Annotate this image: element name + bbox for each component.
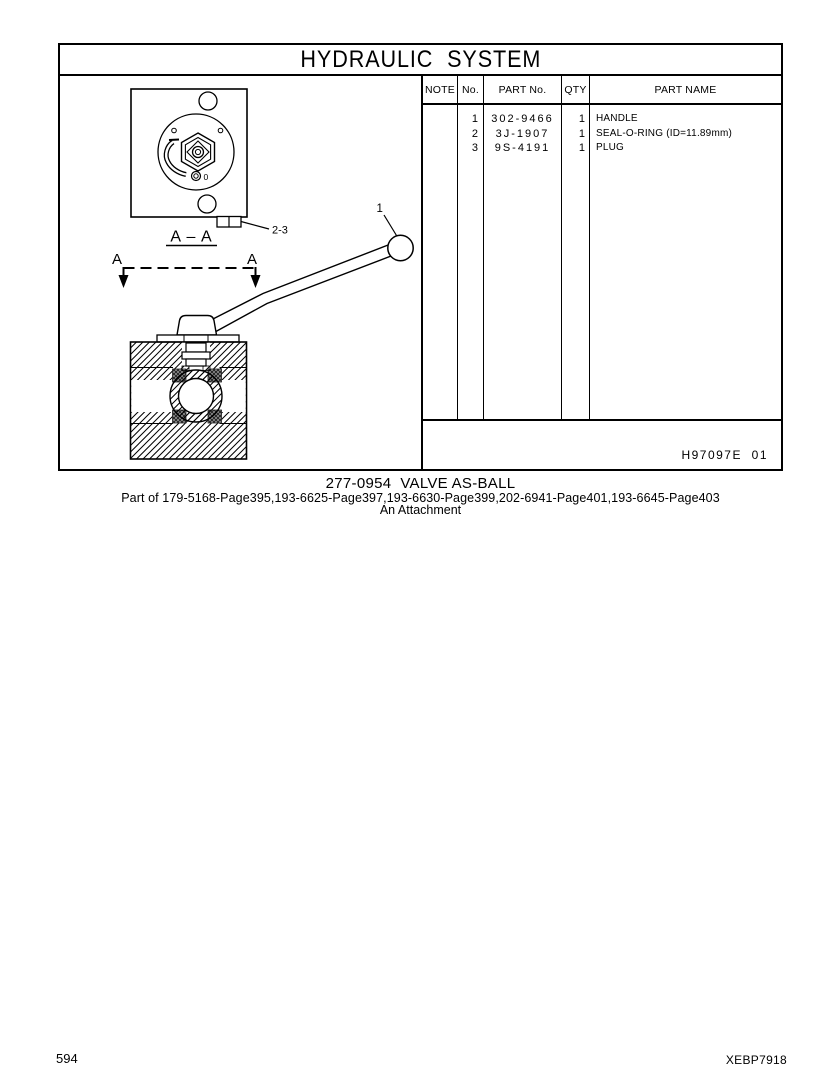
qty-column [562,105,590,419]
zero-mark-label: 0 [203,172,209,182]
header-no: No. [458,76,484,103]
handle-grip-base [177,316,217,336]
no-column [458,105,484,419]
stem-collar [182,352,210,359]
callout-2-3-label: 2-3 [272,224,288,237]
handle-knob [388,235,413,260]
row-part-no: 302-9466 [491,113,554,125]
cutting-plane-line [112,251,261,288]
page-title [60,45,781,76]
row-part-name: PLUG [596,142,625,154]
page-title-text: HYDRAULIC SYSTEM [300,46,541,73]
page-number: 594 [56,1051,78,1066]
header-note: NOTE [423,76,458,103]
callout-2-3-leader [241,222,269,230]
header-part-no: PART No. [484,76,562,103]
parts-table-body [423,105,781,419]
figure-attachment-note: An Attachment [379,503,462,517]
position-mark-1 [169,140,179,141]
parts-table-header [423,76,781,105]
callout-1-label: 1 [376,203,383,215]
part-no-column [484,105,562,419]
row-no: 3 [471,142,478,155]
cut-arrow-right [251,275,261,288]
stop-pin-inner [194,174,198,178]
document-code: XEBP7918 [725,1053,787,1067]
parts-table-footer [423,419,781,469]
stem-lower [186,359,206,366]
note-column [423,105,458,419]
stem-flange [157,335,239,342]
header-qty: QTY [562,76,590,103]
valve-cross-section [131,316,247,460]
figure-part-of: Part of 179-5168-Page395,193-6625-Page397,193-6630-Page399,202-6941-Page401,193-6645-Page403 [121,491,720,505]
handle-rod-top-edge [211,244,392,321]
parts-table [421,76,781,469]
row-part-name: HANDLE [596,113,638,124]
port-hole-bottom [198,195,216,213]
valve-ball-bore [179,379,214,414]
row-part-no: 3J-1907 [495,127,550,140]
figure-title: 277-0954 VALVE AS-BALL [325,475,516,492]
section-aa-label: A – A [170,228,213,246]
row-qty: 1 [578,113,585,125]
content-frame [58,43,783,471]
screw-hole-right [218,128,223,133]
valve-diagram [60,76,423,469]
revision-code: H97097E 01 [681,448,768,462]
packing-right [203,366,210,371]
cut-arrow-left [119,275,129,288]
part-name-column [590,105,781,419]
screw-hole-left [172,128,177,133]
row-qty: 1 [578,127,585,140]
stem-upper [186,343,206,352]
row-qty: 1 [578,142,585,155]
handle-rod-bottom-edge [215,255,395,333]
cut-label-right: A [247,251,258,268]
port-hole-top [199,92,217,110]
row-no: 2 [471,127,478,140]
row-part-no: 9S-4191 [494,142,551,155]
row-part-name: SEAL-O-RING (ID=11.89mm) [596,127,733,139]
callout-1-leader [384,215,397,236]
packing-left [182,366,189,371]
drawing-area [60,76,423,469]
cut-label-left: A [112,251,123,268]
stem-center-dot [195,149,200,154]
header-part-name: PART NAME [654,83,717,96]
row-no: 1 [471,113,478,125]
section-view-aa [131,89,288,246]
